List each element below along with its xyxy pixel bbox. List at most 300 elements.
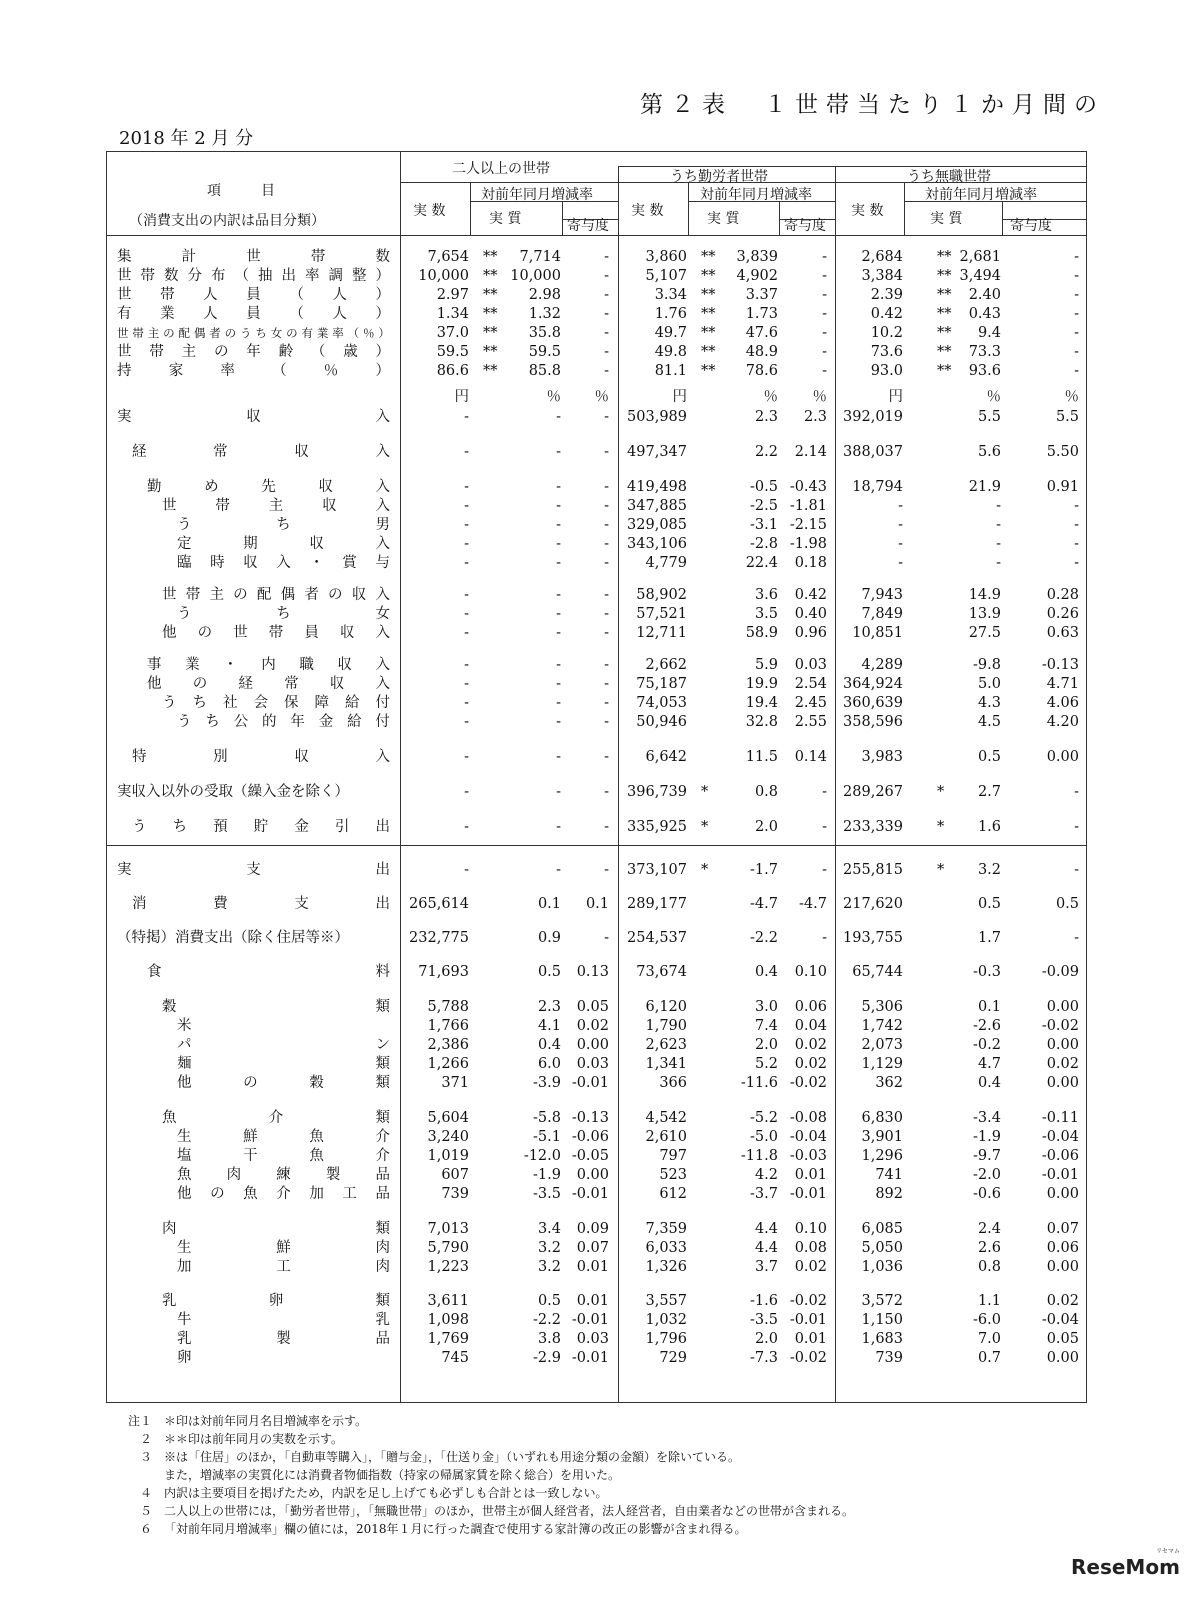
table-row xyxy=(107,860,1086,881)
actual-value: - xyxy=(464,536,469,552)
group-header-all: 二人以上の世帯 xyxy=(452,161,550,177)
contribution-value: - xyxy=(604,344,609,360)
real-change-value: 1.32 xyxy=(528,306,561,322)
real-change-value: 3.2 xyxy=(537,1240,561,1256)
contribution-value: - xyxy=(604,784,609,800)
actual-value: 233,339 xyxy=(843,819,903,835)
actual-value: 7,359 xyxy=(645,1221,687,1237)
actual-value: - xyxy=(464,444,469,460)
real-change-value: -0.3 xyxy=(973,964,1001,980)
row-label: 実 支 出 xyxy=(117,862,390,878)
footnote xyxy=(118,1466,854,1484)
contribution-value: 0.63 xyxy=(1046,625,1079,641)
real-change-value: 2.3 xyxy=(537,999,561,1015)
footnote-text: 二人以上の世帯には，「勤労者世帯」，「無職世帯」のほか，世帯主が個人経営者，法人経営者，自由業者などの世帯が含まれる。 xyxy=(164,1504,855,1518)
real-change-value: -2.8 xyxy=(750,536,778,552)
actual-value: 59.5 xyxy=(436,344,469,360)
real-change-value: 2.40 xyxy=(968,287,1001,303)
contribution-value: -2.15 xyxy=(789,517,827,533)
actual-value: 797 xyxy=(659,1148,687,1164)
footnote-number: ６ xyxy=(139,1522,152,1536)
actual-value: 497,347 xyxy=(627,444,687,460)
contribution-value: 5.50 xyxy=(1046,444,1079,460)
actual-value: 1,296 xyxy=(861,1148,903,1164)
real-change-value: -5.8 xyxy=(533,1110,561,1126)
real-header: 実 質 xyxy=(707,211,740,227)
actual-value: 6,120 xyxy=(645,999,687,1015)
contribution-value: -0.03 xyxy=(789,1148,827,1164)
actual-value: 739 xyxy=(441,1186,469,1202)
contribution-value: - xyxy=(1074,306,1079,322)
yoy-header: 対前年同月増減率 xyxy=(481,187,593,203)
contribution-value: 0.00 xyxy=(1046,1037,1079,1053)
actual-value: 388,037 xyxy=(843,444,903,460)
yoy-header: 対前年同月増減率 xyxy=(700,187,812,203)
actual-header: 実 数 xyxy=(413,203,446,219)
actual-value: 612 xyxy=(659,1186,687,1202)
contribution-value: - xyxy=(604,444,609,460)
table-row xyxy=(107,1108,1086,1129)
contribution-value: 2.3 xyxy=(803,409,827,425)
footnote-number: ２ xyxy=(139,1432,152,1446)
contribution-value: 0.1 xyxy=(585,896,609,912)
table-row xyxy=(107,623,1086,644)
actual-value: 71,693 xyxy=(418,964,469,980)
row-label: 生 鮮 肉 xyxy=(177,1240,390,1256)
actual-value: 10.2 xyxy=(870,325,903,341)
row-label: 他 の 穀 類 xyxy=(177,1075,390,1091)
real-change-value: -0.2 xyxy=(973,1037,1001,1053)
table-row xyxy=(107,712,1086,733)
contribution-value: -0.43 xyxy=(789,479,827,495)
real-change-value: 3.5 xyxy=(754,606,778,622)
row-label: 他 の 魚 介 加 工 品 xyxy=(177,1186,390,1202)
contribution-value: - xyxy=(1074,344,1079,360)
real-change-value: 3.6 xyxy=(754,587,778,603)
footnote-text: 内訳は主要項目を掲げたため，内訳を足し上げても必ずしも合計とは一致しない。 xyxy=(164,1486,608,1500)
resemom-logo xyxy=(1071,1548,1180,1579)
contribution-value: 0.00 xyxy=(1046,749,1079,765)
real-change-value: 1.1 xyxy=(977,1293,1001,1309)
actual-value: 6,830 xyxy=(861,1110,903,1126)
actual-value: 2.39 xyxy=(870,287,903,303)
yoy-marker: ** xyxy=(701,249,716,265)
real-change-value: 0.8 xyxy=(977,1259,1001,1275)
actual-value: 12,711 xyxy=(636,625,687,641)
actual-value: 1,769 xyxy=(427,1331,469,1347)
table-row xyxy=(107,1035,1086,1056)
real-change-value: - xyxy=(556,498,561,514)
actual-value: 75,187 xyxy=(636,676,687,692)
contribution-value: - xyxy=(604,695,609,711)
real-header: 実 質 xyxy=(930,211,963,227)
actual-value: 5,306 xyxy=(861,999,903,1015)
actual-value: 371 xyxy=(441,1075,469,1091)
footnote-number: 注１ xyxy=(127,1414,152,1428)
real-change-value: 93.6 xyxy=(968,363,1001,379)
contribution-value: - xyxy=(604,625,609,641)
actual-value: - xyxy=(464,862,469,878)
table-row xyxy=(107,1257,1086,1278)
footnote xyxy=(118,1484,854,1502)
actual-value: 73,674 xyxy=(636,964,687,980)
contribution-value: -0.01 xyxy=(571,1312,609,1328)
table-row xyxy=(107,1073,1086,1094)
contribution-value: - xyxy=(604,363,609,379)
actual-value: 2,623 xyxy=(645,1037,687,1053)
footnote xyxy=(118,1448,854,1466)
yoy-marker: * xyxy=(937,784,945,800)
contribution-value: - xyxy=(1074,930,1079,946)
real-change-value: 3.7 xyxy=(754,1259,778,1275)
real-change-value: 5.9 xyxy=(754,657,778,673)
contribution-value: 0.05 xyxy=(1046,1331,1079,1347)
real-change-value: - xyxy=(996,555,1001,571)
real-change-value: - xyxy=(556,606,561,622)
contribution-value: 0.42 xyxy=(794,587,827,603)
real-change-value: 4.5 xyxy=(977,714,1001,730)
actual-header: 実 数 xyxy=(631,203,664,219)
real-change-value: -2.2 xyxy=(750,930,778,946)
real-change-value: - xyxy=(556,409,561,425)
actual-value: - xyxy=(898,498,903,514)
real-change-value: -3.1 xyxy=(750,517,778,533)
actual-value: - xyxy=(464,676,469,692)
actual-value: 円 xyxy=(672,389,687,405)
real-change-value: 3.37 xyxy=(745,287,778,303)
yoy-marker: ** xyxy=(701,306,716,322)
actual-value: 232,775 xyxy=(409,930,469,946)
real-change-value: -6.0 xyxy=(973,1312,1001,1328)
contribution-value: ％ xyxy=(812,389,827,405)
actual-value: 392,019 xyxy=(843,409,903,425)
contribution-value: -0.05 xyxy=(571,1148,609,1164)
contribution-value: - xyxy=(1074,819,1079,835)
real-change-value: 7.4 xyxy=(754,1018,778,1034)
real-change-value: 58.9 xyxy=(745,625,778,641)
contribution-value: - xyxy=(822,784,827,800)
real-change-value: 0.5 xyxy=(977,749,1001,765)
real-change-value: 6.0 xyxy=(537,1056,561,1072)
real-change-value: 3.0 xyxy=(754,999,778,1015)
yoy-marker: * xyxy=(937,819,945,835)
real-change-value: -1.6 xyxy=(750,1293,778,1309)
contribution-value: -0.04 xyxy=(1041,1129,1079,1145)
real-change-value: 0.8 xyxy=(754,784,778,800)
actual-value: 4,542 xyxy=(645,1110,687,1126)
real-change-value: 0.7 xyxy=(977,1350,1001,1366)
contribution-value: - xyxy=(1074,517,1079,533)
real-change-value: 21.9 xyxy=(968,479,1001,495)
contribution-value: - xyxy=(604,862,609,878)
row-label: 魚 介 類 xyxy=(162,1110,390,1126)
real-change-value: 73.3 xyxy=(968,344,1001,360)
actual-value: - xyxy=(464,479,469,495)
contribution-value: 0.03 xyxy=(576,1056,609,1072)
real-header: 実 質 xyxy=(489,211,522,227)
real-change-value: -2.5 xyxy=(750,498,778,514)
row-label: 他 の 世 帯 員 収 入 xyxy=(162,625,390,641)
real-change-value: -11.8 xyxy=(740,1148,778,1164)
real-change-value: 4.3 xyxy=(977,695,1001,711)
contribution-value: 0.04 xyxy=(794,1018,827,1034)
actual-value: 523 xyxy=(659,1167,687,1183)
real-change-value: 3.2 xyxy=(977,862,1001,878)
contribution-value: 2.55 xyxy=(794,714,827,730)
actual-value: 1,036 xyxy=(861,1259,903,1275)
row-label: 米 xyxy=(177,1018,192,1034)
contribution-value: - xyxy=(604,498,609,514)
real-change-value: 48.9 xyxy=(745,344,778,360)
contribution-value: 0.02 xyxy=(794,1259,827,1275)
actual-value: 73.6 xyxy=(870,344,903,360)
contribution-value: - xyxy=(604,587,609,603)
actual-value: 2.97 xyxy=(436,287,469,303)
contribution-value: 0.40 xyxy=(794,606,827,622)
row-label: 世 帯 主 の 配 偶 者 の う ち 女 の 有 業 率 （ ％ ） xyxy=(117,326,390,340)
contribution-value: -0.04 xyxy=(789,1129,827,1145)
real-change-value: 35.8 xyxy=(528,325,561,341)
contribution-value: 0.14 xyxy=(794,749,827,765)
actual-value: 7,013 xyxy=(427,1221,469,1237)
real-change-value: -0.5 xyxy=(750,479,778,495)
row-label: 世 帯 数 分 布 （ 抽 出 率 調 整 ） xyxy=(117,268,390,284)
real-change-value: 3.2 xyxy=(537,1259,561,1275)
actual-value: 2,610 xyxy=(645,1129,687,1145)
contribution-value: -0.01 xyxy=(571,1075,609,1091)
real-change-value: - xyxy=(996,517,1001,533)
actual-value: 364,924 xyxy=(843,676,903,692)
period-label: 2018 年 2 月 分 xyxy=(119,128,254,149)
contribution-value: 0.00 xyxy=(1046,1350,1079,1366)
real-change-value: -1.7 xyxy=(750,862,778,878)
contribution-value: 0.05 xyxy=(576,999,609,1015)
real-change-value: 2.4 xyxy=(977,1221,1001,1237)
actual-value: 4,289 xyxy=(861,657,903,673)
real-change-value: - xyxy=(556,676,561,692)
real-change-value: 1.6 xyxy=(977,819,1001,835)
contribution-value: -0.11 xyxy=(1041,1110,1079,1126)
actual-value: 2,684 xyxy=(861,249,903,265)
actual-value: 1,266 xyxy=(427,1056,469,1072)
contribution-value: - xyxy=(604,325,609,341)
real-change-value: 5.0 xyxy=(977,676,1001,692)
row-label: 定 期 収 入 xyxy=(177,536,390,552)
contribution-value: - xyxy=(1074,268,1079,284)
row-label: 特 別 収 入 xyxy=(132,749,390,765)
footnote-number: ５ xyxy=(139,1504,152,1518)
contribution-value: 0.08 xyxy=(794,1240,827,1256)
contribution-value: - xyxy=(604,409,609,425)
real-change-value: 85.8 xyxy=(528,363,561,379)
real-change-value: -5.0 xyxy=(750,1129,778,1145)
contribution-value: - xyxy=(604,930,609,946)
table-row xyxy=(107,285,1086,306)
actual-value: 265,614 xyxy=(409,896,469,912)
footnote xyxy=(118,1520,854,1538)
row-label: 魚 肉 練 製 品 xyxy=(177,1167,390,1183)
real-change-value: 0.1 xyxy=(977,999,1001,1015)
table-row xyxy=(107,1348,1086,1369)
contribution-value: 0.02 xyxy=(794,1037,827,1053)
actual-value: - xyxy=(464,606,469,622)
actual-value: 円 xyxy=(454,389,469,405)
real-change-value: 4.2 xyxy=(754,1167,778,1183)
yoy-marker: ** xyxy=(483,363,498,379)
real-change-value: -1.9 xyxy=(533,1167,561,1183)
table-row xyxy=(107,247,1086,268)
yoy-marker: ** xyxy=(937,287,952,303)
yoy-marker: ** xyxy=(483,306,498,322)
contribution-value: - xyxy=(604,287,609,303)
actual-value: 1,796 xyxy=(645,1331,687,1347)
row-label: う ち 社 会 保 障 給 付 xyxy=(162,695,390,711)
actual-value: 1,341 xyxy=(645,1056,687,1072)
yoy-marker: ** xyxy=(937,363,952,379)
actual-value: - xyxy=(898,517,903,533)
contribution-value: - xyxy=(822,325,827,341)
actual-value: 6,033 xyxy=(645,1240,687,1256)
actual-value: 5,050 xyxy=(861,1240,903,1256)
real-change-value: 7,714 xyxy=(519,249,561,265)
footnote xyxy=(118,1412,854,1430)
actual-value: 3,611 xyxy=(427,1293,469,1309)
row-label: 食 料 xyxy=(147,964,390,980)
actual-value: 5,107 xyxy=(645,268,687,284)
actual-value: 3,557 xyxy=(645,1293,687,1309)
actual-value: 3,572 xyxy=(861,1293,903,1309)
row-label: 加 工 肉 xyxy=(177,1259,390,1275)
real-change-value: -3.7 xyxy=(750,1186,778,1202)
yoy-marker: * xyxy=(937,862,945,878)
table-row xyxy=(107,1184,1086,1205)
contribution-value: - xyxy=(604,517,609,533)
row-label: 勤 め 先 収 入 xyxy=(147,479,390,495)
actual-value: 503,989 xyxy=(627,409,687,425)
actual-value: - xyxy=(898,536,903,552)
actual-value: 6,085 xyxy=(861,1221,903,1237)
actual-value: - xyxy=(464,625,469,641)
table-row xyxy=(107,604,1086,625)
actual-value: 343,106 xyxy=(627,536,687,552)
actual-value: 1,790 xyxy=(645,1018,687,1034)
footnote xyxy=(118,1430,854,1448)
real-change-value: 7.0 xyxy=(977,1331,1001,1347)
actual-value: - xyxy=(464,555,469,571)
contribution-value: 2.45 xyxy=(794,695,827,711)
real-change-value: - xyxy=(556,784,561,800)
actual-value: 358,596 xyxy=(843,714,903,730)
real-change-value: ％ xyxy=(763,389,778,405)
yoy-marker: ** xyxy=(483,287,498,303)
contribution-value: ％ xyxy=(1064,389,1079,405)
real-change-value: 32.8 xyxy=(745,714,778,730)
contribution-value: -0.06 xyxy=(571,1129,609,1145)
actual-value: - xyxy=(464,784,469,800)
actual-value: 3,240 xyxy=(427,1129,469,1145)
contribution-value: 0.06 xyxy=(794,999,827,1015)
actual-value: 37.0 xyxy=(436,325,469,341)
contribution-value: 2.14 xyxy=(794,444,827,460)
contribution-value: -0.09 xyxy=(1041,964,1079,980)
contribution-value: 2.54 xyxy=(794,676,827,692)
table-row xyxy=(107,534,1086,555)
real-change-value: - xyxy=(556,444,561,460)
actual-value: 1.34 xyxy=(436,306,469,322)
row-label: 他 の 経 常 収 入 xyxy=(147,676,390,692)
actual-value: 419,498 xyxy=(627,479,687,495)
contribution-value: 0.02 xyxy=(794,1056,827,1072)
yoy-marker: ** xyxy=(701,287,716,303)
real-change-value: 13.9 xyxy=(968,606,1001,622)
contribution-value: 0.09 xyxy=(576,1221,609,1237)
table-row xyxy=(107,693,1086,714)
actual-value: 円 xyxy=(888,389,903,405)
real-change-value: - xyxy=(556,587,561,603)
real-change-value: - xyxy=(556,625,561,641)
contribution-value: - xyxy=(604,606,609,622)
real-change-value: 2.98 xyxy=(528,287,561,303)
contribution-value: 0.01 xyxy=(576,1293,609,1309)
yoy-marker: * xyxy=(701,819,709,835)
real-change-value: 78.6 xyxy=(745,363,778,379)
yoy-marker: ** xyxy=(937,344,952,360)
actual-value: 1,150 xyxy=(861,1312,903,1328)
contribution-value: -0.01 xyxy=(789,1186,827,1202)
real-change-value: -12.0 xyxy=(523,1148,561,1164)
table-row xyxy=(107,1310,1086,1331)
contribution-value: - xyxy=(604,749,609,765)
contribution-value: -0.01 xyxy=(571,1186,609,1202)
row-label: パ ン xyxy=(177,1037,390,1053)
table-row xyxy=(107,1165,1086,1186)
contribution-value: -0.13 xyxy=(571,1110,609,1126)
real-change-value: -3.5 xyxy=(750,1312,778,1328)
table-row xyxy=(107,674,1086,695)
row-label: 乳 製 品 xyxy=(177,1331,390,1347)
real-change-value: -2.0 xyxy=(973,1167,1001,1183)
row-label: 実収入以外の受取（繰入金を除く） xyxy=(117,784,349,800)
real-change-value: ％ xyxy=(986,389,1001,405)
actual-value: 729 xyxy=(659,1350,687,1366)
table-row xyxy=(107,928,1086,949)
actual-value: 74,053 xyxy=(636,695,687,711)
actual-value: 347,885 xyxy=(627,498,687,514)
actual-value: 1,129 xyxy=(861,1056,903,1072)
actual-value: 3,983 xyxy=(861,749,903,765)
contribution-value: 0.00 xyxy=(1046,1186,1079,1202)
yoy-marker: ** xyxy=(483,344,498,360)
contribution-value: - xyxy=(822,862,827,878)
row-label: 麺 類 xyxy=(177,1056,390,1072)
contribution-value: -1.98 xyxy=(789,536,827,552)
row-label: 消 費 支 出 xyxy=(132,896,390,912)
actual-value: - xyxy=(464,657,469,673)
table-row xyxy=(107,747,1086,768)
row-label: 生 鮮 魚 介 xyxy=(177,1129,390,1145)
real-change-value: - xyxy=(556,657,561,673)
contribution-value: - xyxy=(1074,249,1079,265)
actual-value: 1,032 xyxy=(645,1312,687,1328)
actual-value: - xyxy=(464,409,469,425)
contribution-value: 0.00 xyxy=(1046,999,1079,1015)
real-change-value: -3.9 xyxy=(533,1075,561,1091)
row-label: 事 業 ・ 内 職 収 入 xyxy=(147,657,390,673)
contribution-value: 0.03 xyxy=(794,657,827,673)
contribution-value: - xyxy=(604,306,609,322)
actual-value: 7,849 xyxy=(861,606,903,622)
real-change-value: -9.7 xyxy=(973,1148,1001,1164)
